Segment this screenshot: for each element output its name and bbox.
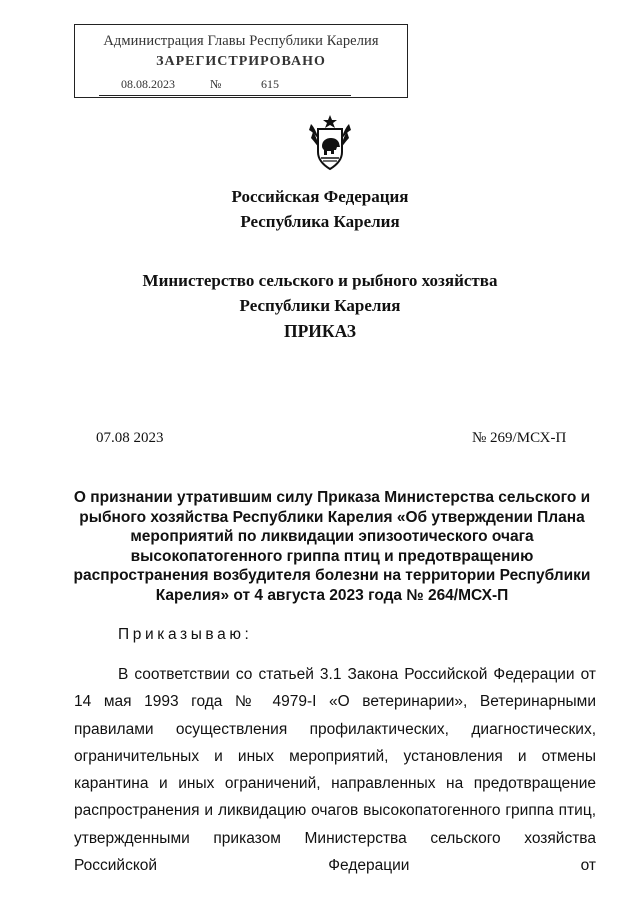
document-date: 07.08 2023 xyxy=(96,430,164,446)
document-title: О признании утратившим силу Приказа Министерства сельского и рыбного хозяйства Республики Карелия «Об утверждении Плана мероприятий по ликвидации эпизоотического очага высокопатогенного гриппа птиц и предотвращению распространения возбудителя болезни на территории Республики Карелия» от 4 августа 2023 года № 264/МСХ-П xyxy=(73,489,591,604)
document-body xyxy=(74,661,596,879)
ministry-heading-line2: Республики Карелия xyxy=(239,296,401,315)
body-paragraph: В соответствии со статьей 3.1 Закона Российской Федерации от 14 мая 1993 года № 4979-I «О ветеринарии», Ветеринарными правилами осуществления профилактических, диагностических, ограничительных и иных мероприятий, установления и отмены карантина и иных ограничений, направленных на предотвращение распространения и ликвидацию очагов высокопатогенного гриппа птиц, утвержденными приказом Министерства сельского хозяйства Российской Федерации от xyxy=(74,666,596,875)
stamp-organization: Администрация Главы Республики Карелия xyxy=(103,33,379,49)
order-word: Приказываю: xyxy=(118,626,253,643)
document-type-heading: ПРИКАЗ xyxy=(283,321,357,341)
stamp-number-sign: № xyxy=(210,77,222,91)
coat-of-arms-icon xyxy=(307,114,353,172)
stamp-date: 08.08.2023 xyxy=(121,77,175,91)
stamp-registered-label: ЗАРЕГИСТРИРОВАНО xyxy=(156,54,326,69)
stamp-underline xyxy=(99,95,351,96)
document-number: № 269/МСХ-П xyxy=(472,430,567,446)
country-heading: Российская Федерация xyxy=(231,187,409,206)
registration-stamp xyxy=(74,24,408,98)
ministry-heading-line1: Министерство сельского и рыбного хозяйства xyxy=(142,271,498,290)
stamp-number: 615 xyxy=(261,77,279,91)
republic-heading: Республика Карелия xyxy=(240,212,400,231)
